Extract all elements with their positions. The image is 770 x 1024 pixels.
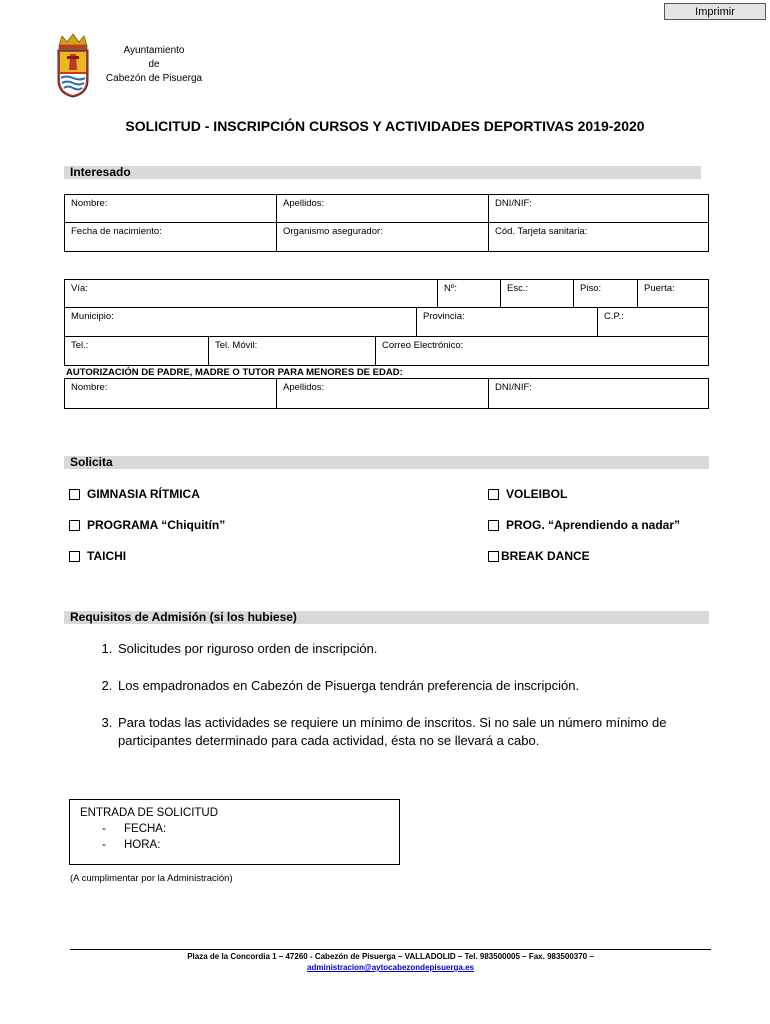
footer-divider	[70, 949, 711, 950]
footer-email-link[interactable]: administracion@aytocabezondepisuerga.es	[307, 963, 474, 972]
municipio-field[interactable]: Municipio:	[65, 308, 417, 337]
bullet-dash: -	[102, 823, 106, 835]
escalera-field[interactable]: Esc.:	[501, 280, 574, 308]
option-aprendiendo-a-nadar[interactable]: PROG. “Aprendiendo a nadar”	[488, 518, 680, 532]
piso-field[interactable]: Piso:	[574, 280, 638, 308]
bullet-dash: -	[102, 839, 106, 851]
print-button[interactable]: Imprimir	[664, 3, 766, 20]
organismo-asegurador-field[interactable]: Organismo asegurador:	[277, 223, 489, 252]
checkbox[interactable]	[488, 520, 499, 531]
apellidos-field[interactable]: Apellidos:	[277, 195, 489, 223]
option-taichi[interactable]: TAICHI	[69, 549, 126, 563]
administracion-note: (A cumplimentar por la Administración)	[70, 873, 233, 884]
fecha-label: FECHA:	[124, 823, 167, 835]
address-row-2-table	[64, 307, 709, 337]
entrada-solicitud-box	[69, 799, 400, 865]
entrada-title: ENTRADA DE SOLICITUD	[80, 807, 219, 819]
tutor-apellidos-field[interactable]: Apellidos:	[277, 379, 489, 409]
telefono-movil-field[interactable]: Tel. Móvil:	[209, 337, 376, 366]
address-row-1-table	[64, 279, 709, 308]
via-field[interactable]: Vía:	[65, 280, 438, 308]
checkbox[interactable]	[69, 551, 80, 562]
list-item: 3. Para todas las actividades se requiere un mínimo de inscritos. Si no sale un número mínimo de participantes determinado para cada actividad, ésta no se llevará a cabo.	[116, 714, 736, 750]
nombre-field[interactable]: Nombre:	[65, 195, 277, 223]
hora-label: HORA:	[124, 839, 161, 851]
section-interesado-heading: Interesado	[64, 166, 701, 179]
checkbox[interactable]	[488, 551, 499, 562]
correo-electronico-field[interactable]: Correo Electrónico:	[376, 337, 709, 366]
list-item: 1. Solicitudes por riguroso orden de inscripción.	[116, 640, 736, 658]
option-break-dance[interactable]: BREAK DANCE	[488, 549, 590, 563]
checkbox[interactable]	[69, 520, 80, 531]
document-title: SOLICITUD - INSCRIPCIÓN CURSOS Y ACTIVIDADES DEPORTIVAS 2019-2020	[125, 118, 645, 134]
section-solicita-heading: Solicita	[64, 456, 709, 469]
list-item: 2. Los empadronados en Cabezón de Pisuerga tendrán preferencia de inscripción.	[116, 677, 736, 695]
footer	[70, 951, 711, 973]
tutor-nombre-field[interactable]: Nombre:	[65, 379, 277, 409]
address-row-3-table	[64, 336, 709, 366]
checkbox[interactable]	[488, 489, 499, 500]
puerta-field[interactable]: Puerta:	[638, 280, 709, 308]
autorizacion-heading: AUTORIZACIÓN DE PADRE, MADRE O TUTOR PARA MENORES DE EDAD:	[66, 367, 403, 378]
checkbox[interactable]	[69, 489, 80, 500]
dni-field[interactable]: DNI/NIF:	[489, 195, 709, 223]
interesado-table	[64, 194, 709, 252]
section-requisitos-heading: Requisitos de Admisión (si los hubiese)	[64, 611, 709, 624]
option-programa-chiquitin[interactable]: PROGRAMA “Chiquitín”	[69, 518, 225, 532]
option-voleibol[interactable]: VOLEIBOL	[488, 487, 567, 501]
fecha-nacimiento-field[interactable]: Fecha de nacimiento:	[65, 223, 277, 252]
codigo-postal-field[interactable]: C.P.:	[598, 308, 709, 337]
telefono-field[interactable]: Tel.:	[65, 337, 209, 366]
requisitos-list	[88, 640, 736, 769]
tarjeta-sanitaria-field[interactable]: Cód. Tarjeta sanitaria:	[489, 223, 709, 252]
footer-address: Plaza de la Concordia 1 – 47260 - Cabezón de Pisuerga – VALLADOLID – Tel. 983500005 – Fax. 983500370 –	[187, 952, 594, 961]
option-gimnasia-ritmica[interactable]: GIMNASIA RÍTMICA	[69, 487, 200, 501]
provincia-field[interactable]: Provincia:	[417, 308, 598, 337]
numero-field[interactable]: Nº:	[438, 280, 501, 308]
autorizacion-table	[64, 378, 709, 409]
tutor-dni-field[interactable]: DNI/NIF:	[489, 379, 709, 409]
organization-name: Ayuntamiento de Cabezón de Pisuerga	[105, 45, 203, 84]
